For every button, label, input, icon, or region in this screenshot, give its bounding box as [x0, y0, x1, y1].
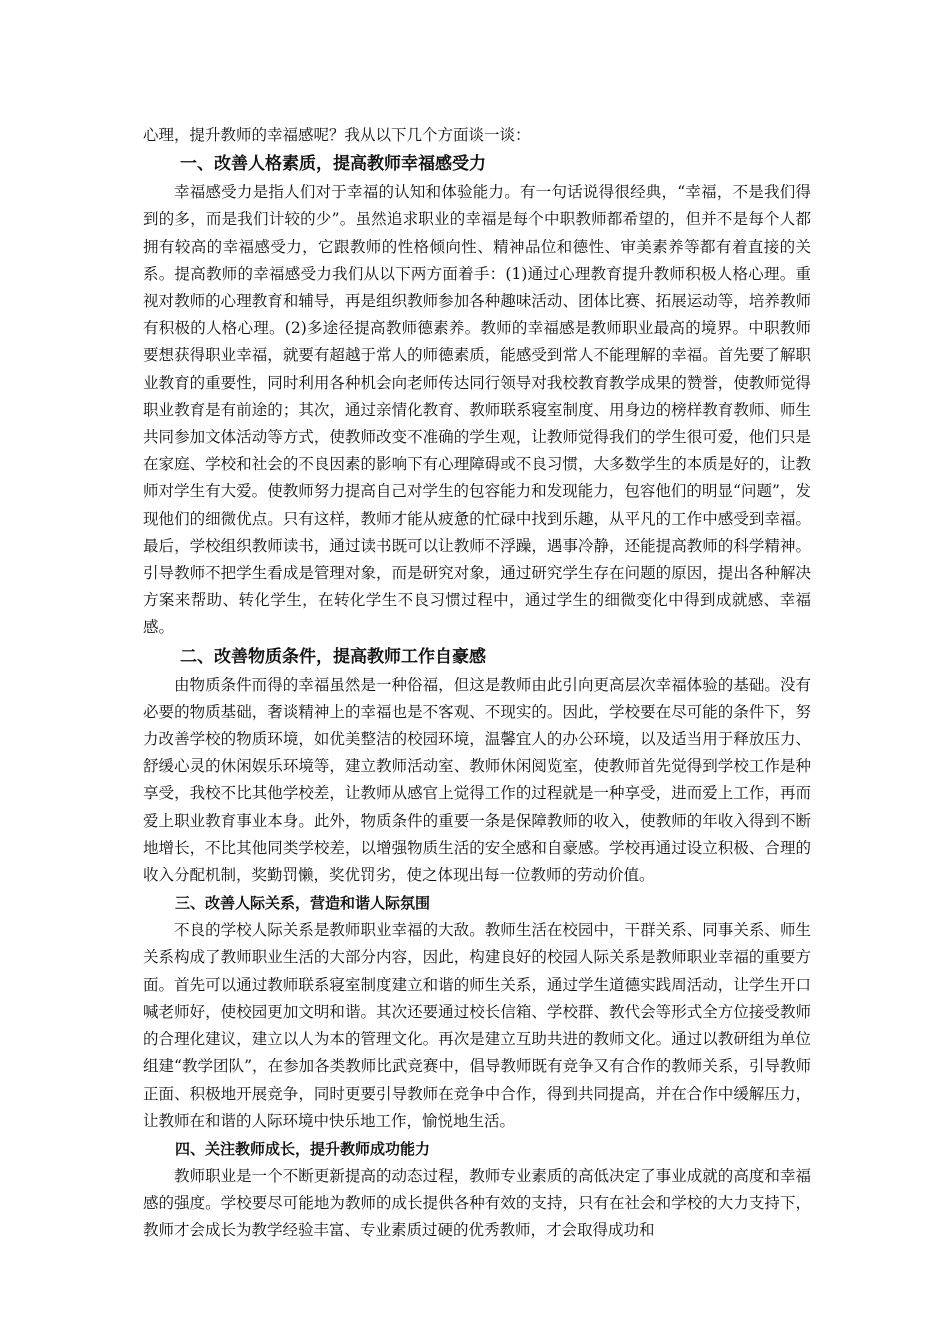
section-4-body: 教师职业是一个不断更新提高的动态过程，教师专业素质的高低决定了事业成就的高度和幸福感的强度。学校要尽可能地为教师的成长提供各种有效的支持，只有在社会和学校的大力支持下，教师才会成长为教学经验丰富、专业素质过硬的优秀教师，才会取得成功和: [143, 1166, 811, 1240]
section-1-heading: 一、改善人格素质，提高教师幸福感受力: [180, 154, 486, 175]
section-1-body: 幸福感受力是指人们对于幸福的认知和体验能力。有一句话说得很经典，“幸福，不是我们得到的多，而是我们计较的少”。虽然追求职业的幸福是每个中职教师都希望的，但并不是每个人都拥有较高的幸福感受力，它跟教师的性格倾向性、精神品位和德性、审美素养等都有着直接的关系。提高教师的幸福感受力我们从以下两方面着手：(1)通过心理教育提升教师积极人格心理。重视对教师的心理教育和辅导，再是组织教师参加各种趣味活动、团体比赛、拓展运动等，培养教师有积极的人格心理。(2)多途径提高教师德素养。教师的幸福感是教师职业最高的境界。中职教师要想获得职业幸福，就要有超越于常人的师德素质，能感受到常人不能理解的幸福。首先要了解职业教育的重要性，同时利用各种机会向老师传达同行领导对我校教育教学成果的赞誉，使教师觉得职业教育是有前途的；其次，通过亲情化教育、教师联系寝室制度、用身边的榜样教育教师、师生共同参加文体活动等方式，使教师改变不准确的学生观，让教师觉得我们的学生很可爱，他们只是在家庭、学校和社会的不良因素的影响下有心理障碍或不良习惯，大多数学生的本质是好的，让教师对学生有大爱。使教师努力提高自己对学生的包容能力和发现能力，包容他们的明显“问题”，发现他们的细微优点。只有这样，教师才能从疲惫的忙碌中找到乐趣，从平凡的工作中感受到幸福。最后，学校组织教师读书，通过读书既可以让教师不浮躁，遇事冷静，还能提高教师的科学精神。引导教师不把学生看成是管理对象，而是研究对象，通过研究学生存在问题的原因，提出各种解决方案来帮助、转化学生，在转化学生不良习惯过程中，通过学生的细微变化中得到成就感、幸福感。: [143, 183, 811, 637]
section-3-heading: 三、改善人际关系，营造和谐人际氛围: [175, 894, 431, 913]
section-2-body: 由物质条件而得的幸福虽然是一种俗福，但这是教师由此引向更高层次幸福体验的基础。没有必要的物质基础，奢谈精神上的幸福也是不客观、不现实的。因此，学校要在尽可能的条件下，努力改善学校的物质环境，如优美整洁的校园环境，温馨宜人的办公环境，以及适当用于释放压力、舒缓心灵的休闲娱乐环境等，建立教师活动室、教师休闲阅览室，使教师首先觉得到学校工作是种享受，我校不比其他学校差，让教师从感官上觉得工作的过程就是一种享受，进而爱上工作，再而爱上职业教育事业本身。此外，物质条件的重要一条是保障教师的收入，使教师的年收入得到不断地增长，不比其他同类学校差，以增强物质生活的安全感和自豪感。学校再通过设立积极、合理的收入分配机制，奖勤罚懒，奖优罚劣，使之体现出每一位教师的劳动价值。: [143, 675, 811, 885]
section-4-heading: 四、关注教师成长，提升教师成功能力: [175, 1139, 431, 1158]
document-page: [143, 122, 811, 1245]
section-3-body: 不良的学校人际关系是教师职业幸福的大敌。教师生活在校园中，干群关系、同事关系、师生关系构成了教师职业生活的大部分内容，因此，构建良好的校园人际关系是教师职业幸福的重要方面。首先可以通过教师联系寝室制度建立和谐的师生关系，通过学生道德实践周活动，让学生开口喊老师好，使校园更加文明和谐。其次还要通过校长信箱、学校群、教代会等形式全方位接受教师的合理化建议，建立以人为本的管理文化。再次是建立互助共进的教师文化。通过以教研组为单位组建“教学团队”，在参加各类教师比武竞赛中，倡导教师既有竞争又有合作的教师关系，引导教师正面、积极地开展竞争，同时更要引导教师在竞争中合作，得到共同提高，并在合作中缓解压力，让教师在和谐的人际环境中快乐地工作，愉悦地生活。: [143, 921, 811, 1130]
section-2-heading: 二、改善物质条件，提高教师工作自豪感: [180, 646, 486, 667]
intro-paragraph: 心理，提升教师的幸福感呢？我从以下几个方面谈一谈：: [143, 126, 531, 144]
